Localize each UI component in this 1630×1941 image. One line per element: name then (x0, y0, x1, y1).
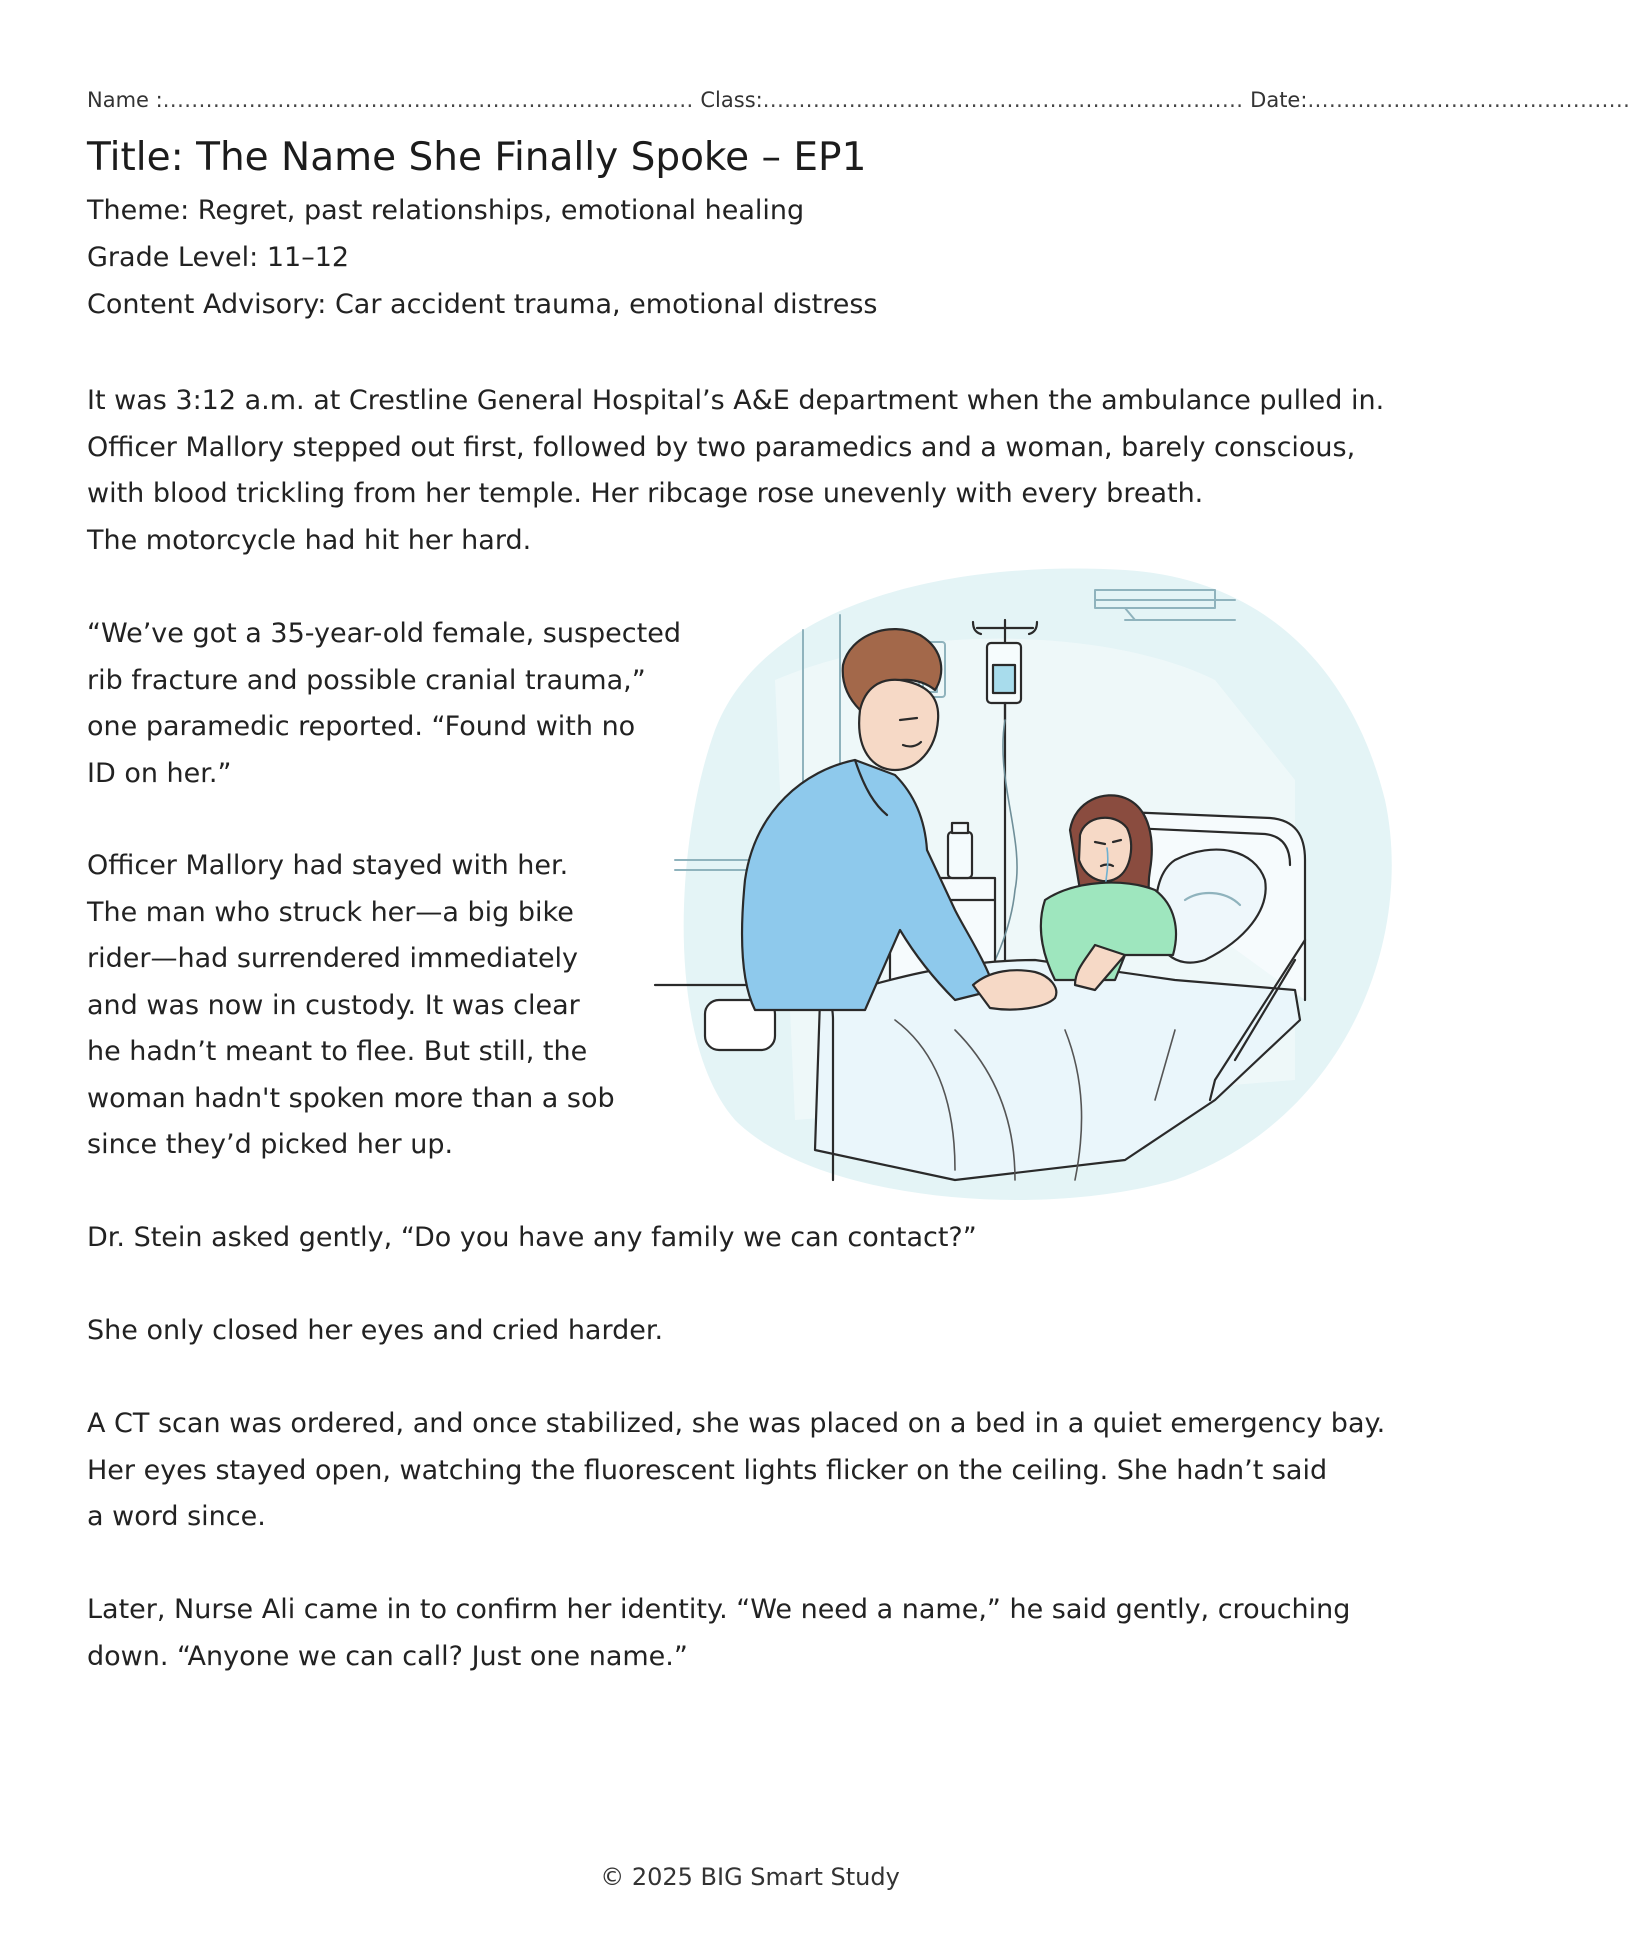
text-line: “We’ve got a 35-year-old female, suspected (87, 618, 681, 649)
text-line: since they’d picked her up. (87, 1129, 454, 1160)
text-line: one paramedic reported. “Found with no (87, 711, 636, 742)
text-line: It was 3:12 a.m. at Crestline General Hospital’s A&E department when the ambulance pulled in. (87, 385, 1385, 416)
content-advisory-line: Content Advisory: Car accident trauma, emotional distress (87, 289, 878, 320)
hospital-scene-illustration (655, 560, 1415, 1210)
text-line: down. “Anyone we can call? Just one name.” (87, 1640, 688, 1672)
text-line: Dr. Stein asked gently, “Do you have any family we can contact?” (87, 1222, 977, 1253)
date-label: Date: (1250, 88, 1308, 112)
text-line: Later, Nurse Ali came in to confirm her identity. “We need a name,” he said gently, crouching (87, 1594, 1351, 1625)
text-line: a word since. (87, 1501, 266, 1532)
text-line: Her eyes stayed open, watching the fluorescent lights flicker on the ceiling. She hadn’t said (87, 1454, 1328, 1486)
class-blank[interactable]: ................................................................... (762, 88, 1244, 112)
text-line: She only closed her eyes and cried harder. (87, 1315, 664, 1346)
story-paragraph-1 (87, 378, 1384, 564)
text-line: he hadn’t meant to flee. But still, the (87, 1036, 588, 1067)
text-line: rib fracture and possible cranial trauma,” (87, 664, 646, 696)
story-paragraph-6 (87, 1401, 1385, 1541)
text-line: rider—had surrendered immediately (87, 943, 579, 974)
text-line: ID on her.” (87, 757, 232, 789)
text-line: woman hadn't spoken more than a sob (87, 1082, 615, 1114)
text-line: A CT scan was ordered, and once stabilized, she was placed on a bed in a quiet emergency bay. (87, 1408, 1386, 1439)
name-blank[interactable]: .......................................................................... (162, 88, 694, 112)
grade-level-line: Grade Level: 11–12 (87, 242, 350, 273)
story-paragraph-3 (87, 843, 615, 1169)
story-paragraph-5 (87, 1308, 663, 1355)
story-paragraph-7 (87, 1587, 1350, 1680)
story-paragraph-2 (87, 611, 681, 797)
copyright-footer: © 2025 BIG Smart Study (600, 1863, 900, 1891)
medicine-bottle-icon (948, 823, 972, 878)
text-line: The motorcycle had hit her hard. (87, 524, 532, 556)
class-label: Class: (700, 88, 763, 112)
text-line: The man who struck her—a big bike (87, 896, 574, 928)
page-title: Title: The Name She Finally Spoke – EP1 (87, 135, 867, 180)
text-line: and was now in custody. It was clear (87, 989, 580, 1021)
text-line: with blood trickling from her temple. Her ribcage rose unevenly with every breath. (87, 478, 1204, 509)
date-blank[interactable]: ............................................. (1307, 88, 1630, 112)
text-line: Officer Mallory stepped out first, followed by two paramedics and a woman, barely conscious, (87, 431, 1356, 463)
theme-line: Theme: Regret, past relationships, emotional healing (87, 195, 805, 226)
story-paragraph-4 (87, 1215, 977, 1262)
name-label: Name : (87, 88, 163, 112)
student-info-line (87, 88, 1630, 112)
text-line: Officer Mallory had stayed with her. (87, 850, 569, 881)
